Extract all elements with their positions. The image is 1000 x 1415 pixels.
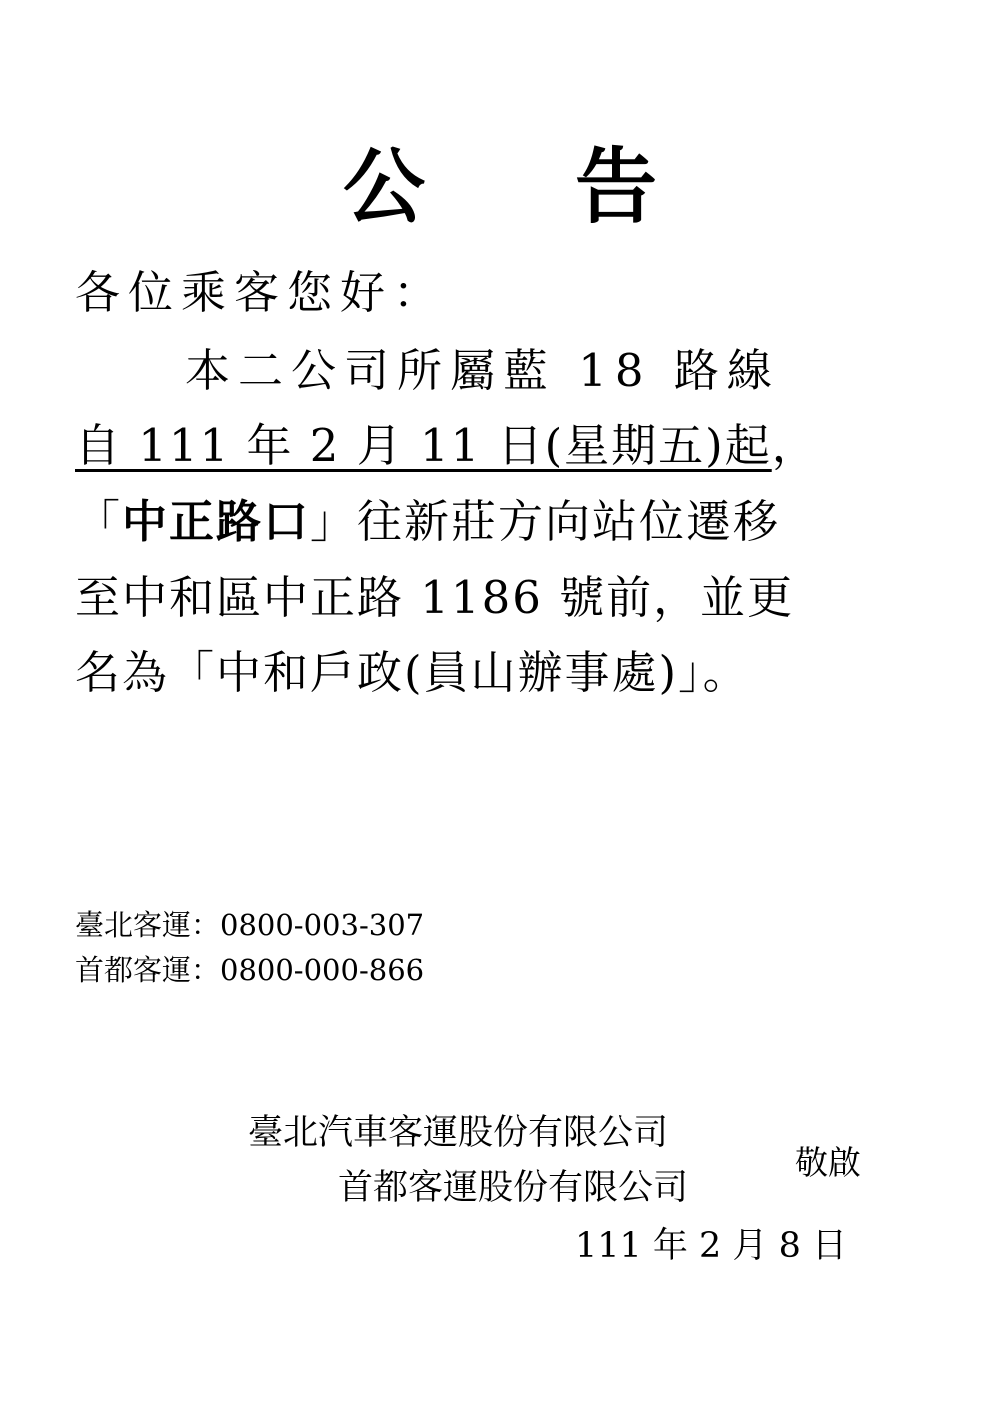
body-line-5: 至中和區中正路 1186 號前，並更 [75,571,795,624]
body-line-4 [75,487,925,557]
body-line-3-end: ， [771,419,819,472]
signature-company-1: 臺北汽車客運股份有限公司 [248,1113,669,1153]
title-char-1: 公 [342,140,425,235]
body-line-2 [75,336,925,406]
contact-capital-bus: 首都客運：0800-000-866 [75,953,425,987]
notice-title [0,138,1000,238]
signature-company-2: 首都客運股份有限公司 [338,1168,689,1208]
stop-name-bold: 中正路口 [122,495,311,548]
signature-date: 111 年 2 月 8 日 [575,1226,847,1266]
body-line-4-rest: 」往新莊方向站位遷移 [310,495,781,548]
title-char-2: 告 [575,140,658,235]
greeting: 各位乘客您好： [75,266,447,319]
body-line-2-text: 本二公司所屬藍 18 路線 [185,344,780,397]
effective-date-underlined: 自 111 年 2 月 11 日(星期五)起 [75,419,772,472]
contact-taipei-bus: 臺北客運：0800-003-307 [75,908,425,942]
body-line-3 [75,411,925,481]
body-line-6: 名為「中和戶政(員山辦事處)」。 [75,646,750,699]
signature-closing: 敬啟 [795,1143,861,1182]
bracket-open: 「 [75,495,123,548]
